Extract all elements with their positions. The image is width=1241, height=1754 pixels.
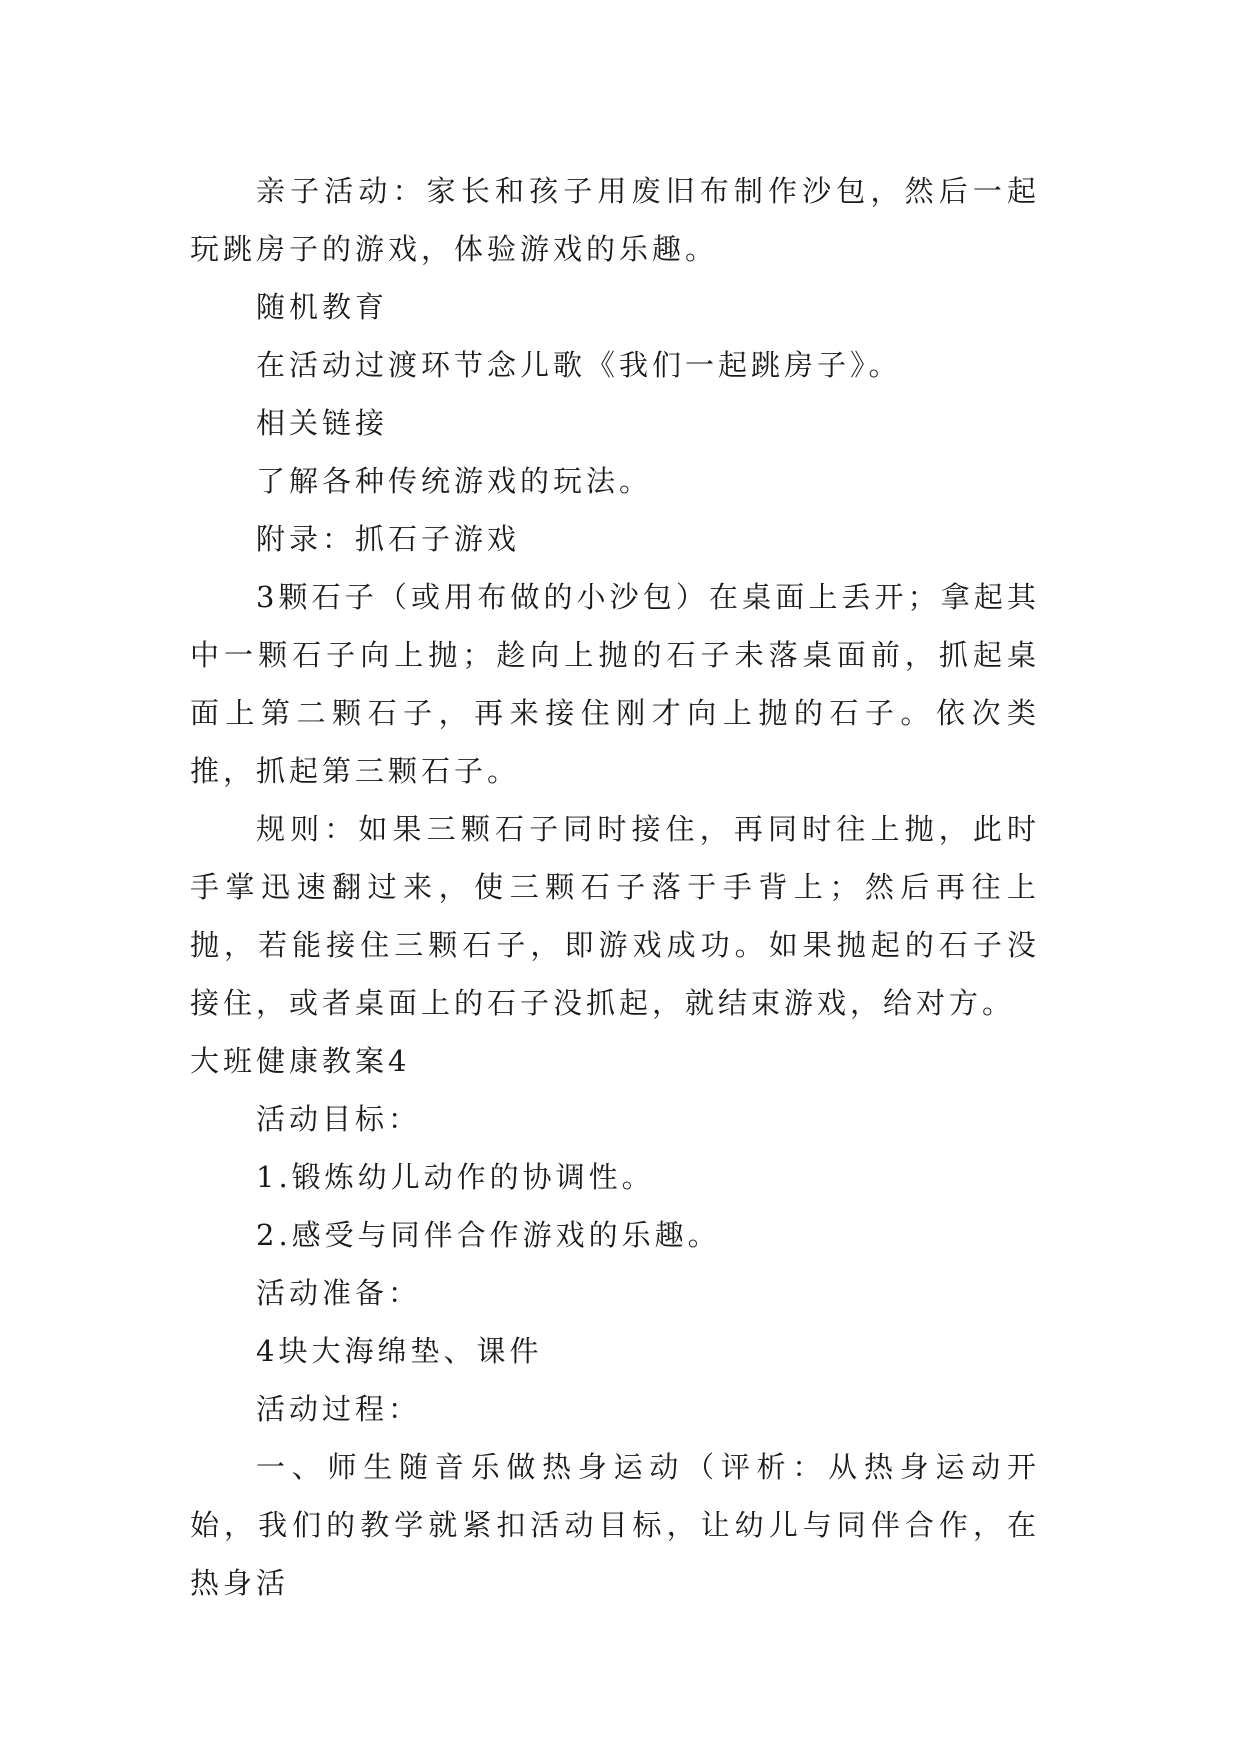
paragraph-game-rules: 规则：如果三颗石子同时接住，再同时往上抛，此时手掌迅速翻过来，使三颗石子落于手背上；然后再往上抛，若能接住三颗石子，即游戏成功。如果抛起的石子没接住，或者桌面上的石子没抓起，就结束游戏，给对方。 bbox=[190, 812, 1040, 1020]
paragraph-stone-game-steps: 3颗石子（或用布做的小沙包）在桌面上丢开；拿起其中一颗石子向上抛；趁向上抛的石子未落桌面前，抓起桌面上第二颗石子，再来接住刚才向上抛的石子。依次类推，抓起第三颗石子。 bbox=[190, 580, 1040, 788]
heading-activity-goals: 活动目标： bbox=[256, 1102, 422, 1136]
section-title: 大班健康教案4 bbox=[190, 1044, 411, 1078]
document-body bbox=[190, 162, 1040, 1612]
paragraph-transition-rhyme: 在活动过渡环节念儿歌《我们一起跳房子》。 bbox=[256, 348, 902, 382]
goal-item-2: 2.感受与同伴合作游戏的乐趣。 bbox=[256, 1218, 721, 1252]
heading-appendix: 附录：抓石子游戏 bbox=[256, 522, 521, 556]
heading-activity-preparation: 活动准备： bbox=[256, 1276, 422, 1310]
heading-random-education: 随机教育 bbox=[256, 290, 389, 324]
paragraph-traditional-games: 了解各种传统游戏的玩法。 bbox=[256, 464, 653, 498]
paragraph-parent-child-activity: 亲子活动：家长和孩子用废旧布制作沙包，然后一起玩跳房子的游戏，体验游戏的乐趣。 bbox=[190, 174, 1040, 266]
paragraph-materials: 4块大海绵垫、课件 bbox=[256, 1334, 543, 1368]
goal-item-1: 1.锻炼幼儿动作的协调性。 bbox=[256, 1160, 655, 1194]
heading-related-links: 相关链接 bbox=[256, 406, 389, 440]
heading-activity-process: 活动过程： bbox=[256, 1392, 422, 1426]
paragraph-warmup: 一、师生随音乐做热身运动（评析：从热身运动开始，我们的教学就紧扣活动目标，让幼儿与同伴合作，在热身活 bbox=[190, 1450, 1040, 1600]
